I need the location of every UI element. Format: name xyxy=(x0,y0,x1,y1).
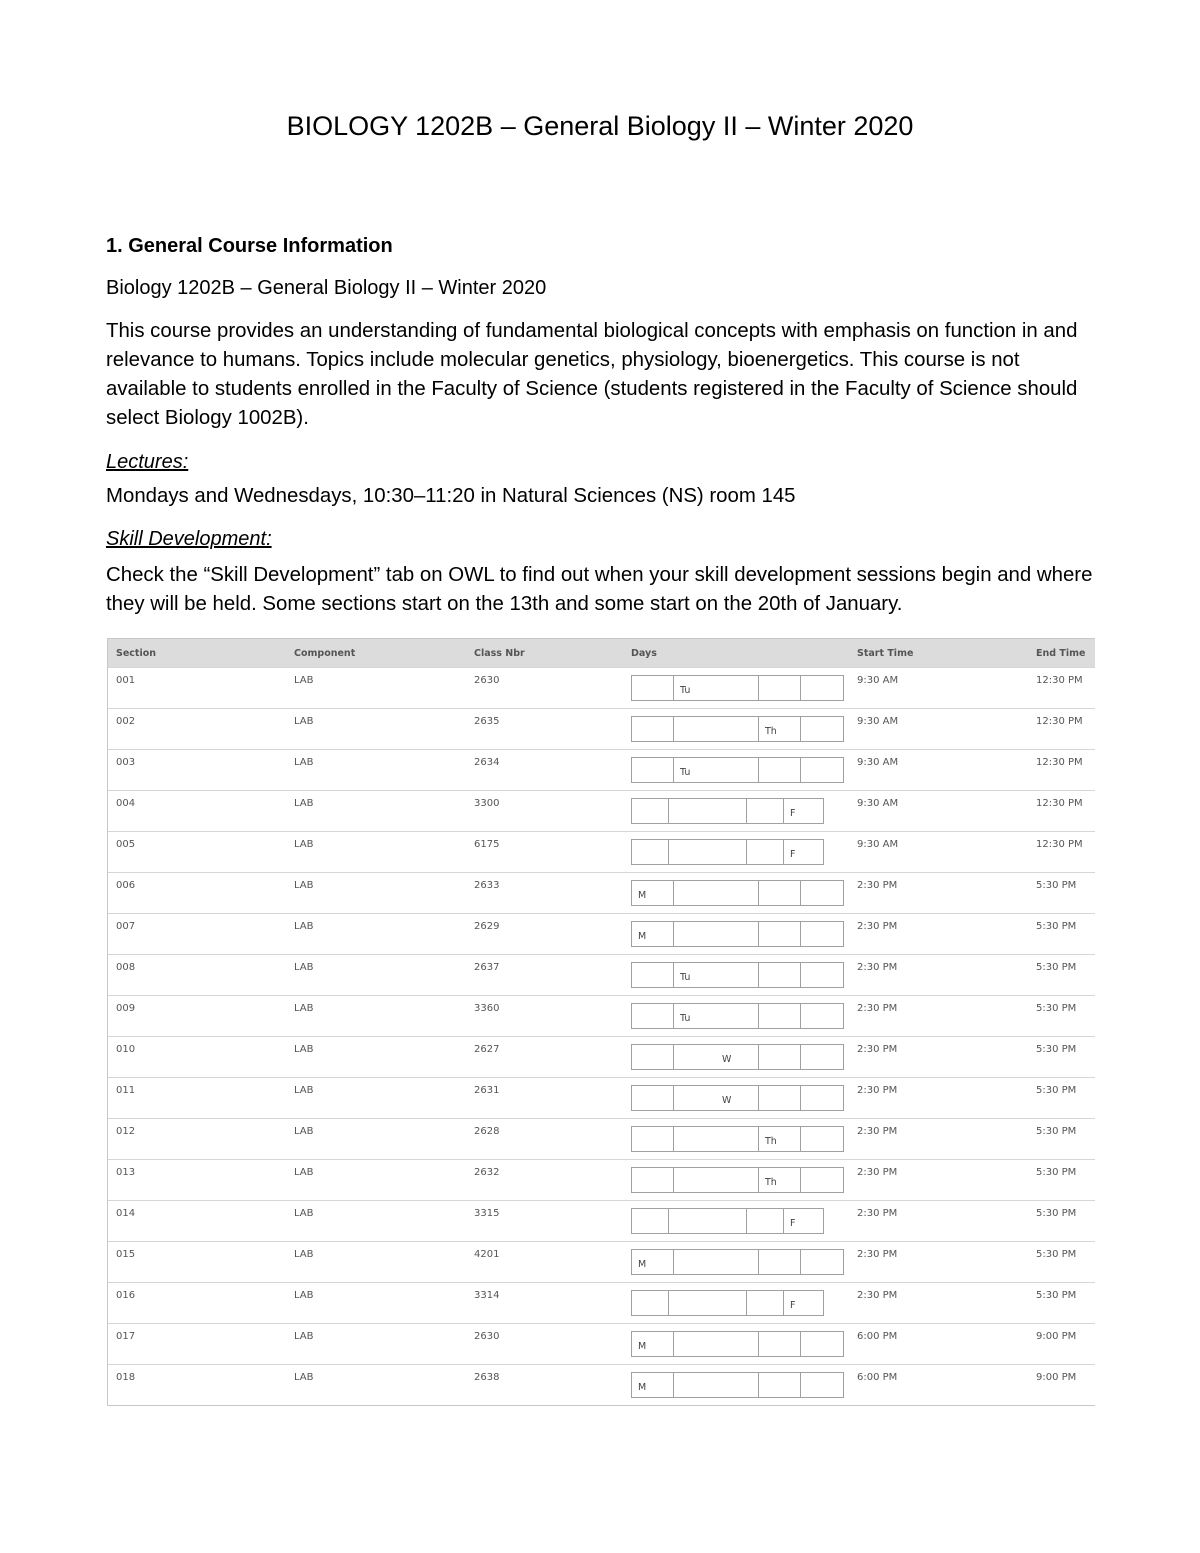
days-indicator xyxy=(631,1208,824,1234)
cell-section: 005 xyxy=(116,839,136,850)
day-label: W xyxy=(722,1095,732,1106)
day-slot xyxy=(759,676,801,700)
cell-end-time: 5:30 PM xyxy=(1036,880,1077,891)
day-slot xyxy=(759,758,801,782)
days-indicator xyxy=(631,716,844,742)
skill-development-label: Skill Development: xyxy=(106,528,272,550)
table-row xyxy=(108,1077,1095,1118)
cell-end-time: 5:30 PM xyxy=(1036,962,1077,973)
cell-end-time: 5:30 PM xyxy=(1036,1003,1077,1014)
days-indicator xyxy=(631,1249,844,1275)
table-row xyxy=(108,1364,1095,1405)
day-slot xyxy=(801,1004,843,1028)
cell-class-nbr: 2632 xyxy=(474,1167,500,1178)
days-indicator xyxy=(631,1126,844,1152)
table-row xyxy=(108,913,1095,954)
day-slot xyxy=(669,1209,747,1233)
day-slot xyxy=(632,840,669,864)
day-label: Th xyxy=(765,1136,777,1147)
cell-section: 001 xyxy=(116,675,136,686)
table-row xyxy=(108,1282,1095,1323)
day-slot xyxy=(674,1086,759,1110)
cell-start-time: 9:30 AM xyxy=(857,757,899,768)
day-slot xyxy=(632,676,674,700)
day-slot xyxy=(674,717,759,741)
cell-component: LAB xyxy=(294,1331,314,1342)
day-label: M xyxy=(638,1341,647,1352)
cell-end-time: 5:30 PM xyxy=(1036,921,1077,932)
cell-class-nbr: 2637 xyxy=(474,962,500,973)
days-indicator xyxy=(631,1003,844,1029)
cell-section: 012 xyxy=(116,1126,136,1137)
day-slot xyxy=(632,1127,674,1151)
days-indicator xyxy=(631,798,824,824)
cell-end-time: 5:30 PM xyxy=(1036,1044,1077,1055)
day-slot xyxy=(669,840,747,864)
day-slot xyxy=(674,1127,759,1151)
cell-class-nbr: 2630 xyxy=(474,675,500,686)
cell-section: 003 xyxy=(116,757,136,768)
days-indicator xyxy=(631,880,844,906)
cell-component: LAB xyxy=(294,798,314,809)
cell-class-nbr: 2638 xyxy=(474,1372,500,1383)
days-indicator xyxy=(631,1167,844,1193)
day-slot xyxy=(674,922,759,946)
cell-start-time: 2:30 PM xyxy=(857,1003,898,1014)
course-line: Biology 1202B – General Biology II – Winter 2020 xyxy=(106,277,547,299)
day-slot xyxy=(632,1086,674,1110)
cell-start-time: 2:30 PM xyxy=(857,1044,898,1055)
day-slot xyxy=(747,799,784,823)
day-slot xyxy=(632,1373,674,1397)
cell-class-nbr: 2634 xyxy=(474,757,500,768)
day-slot xyxy=(801,1250,843,1274)
day-label: Th xyxy=(765,1177,777,1188)
cell-end-time: 5:30 PM xyxy=(1036,1208,1077,1219)
cell-end-time: 12:30 PM xyxy=(1036,839,1083,850)
cell-class-nbr: 3360 xyxy=(474,1003,500,1014)
cell-end-time: 9:00 PM xyxy=(1036,1331,1077,1342)
table-row xyxy=(108,749,1095,790)
day-slot xyxy=(674,1045,759,1069)
days-indicator xyxy=(631,839,824,865)
cell-start-time: 2:30 PM xyxy=(857,921,898,932)
day-slot xyxy=(632,1332,674,1356)
day-slot xyxy=(747,1209,784,1233)
cell-start-time: 2:30 PM xyxy=(857,1290,898,1301)
day-slot xyxy=(674,1373,759,1397)
day-slot xyxy=(759,1086,801,1110)
cell-start-time: 2:30 PM xyxy=(857,1085,898,1096)
cell-section: 007 xyxy=(116,921,136,932)
day-slot xyxy=(759,1045,801,1069)
day-slot xyxy=(801,676,843,700)
header-days: Days xyxy=(631,648,657,659)
cell-class-nbr: 2631 xyxy=(474,1085,500,1096)
cell-class-nbr: 2633 xyxy=(474,880,500,891)
cell-section: 014 xyxy=(116,1208,136,1219)
day-slot xyxy=(784,1209,823,1233)
header-class-nbr: Class Nbr xyxy=(474,648,525,659)
cell-component: LAB xyxy=(294,675,314,686)
day-slot xyxy=(784,799,823,823)
day-slot xyxy=(747,840,784,864)
cell-section: 009 xyxy=(116,1003,136,1014)
days-indicator xyxy=(631,757,844,783)
day-slot xyxy=(632,1168,674,1192)
day-slot xyxy=(759,922,801,946)
days-indicator xyxy=(631,675,844,701)
cell-component: LAB xyxy=(294,921,314,932)
day-label: Tu xyxy=(680,1013,691,1024)
day-slot xyxy=(784,840,823,864)
document-title: BIOLOGY 1202B – General Biology II – Winter 2020 xyxy=(286,111,914,141)
table-row xyxy=(108,1241,1095,1282)
day-label: Tu xyxy=(680,767,691,778)
day-label: F xyxy=(790,1300,796,1311)
day-label: Th xyxy=(765,726,777,737)
day-slot xyxy=(674,1004,759,1028)
cell-component: LAB xyxy=(294,1126,314,1137)
table-row xyxy=(108,995,1095,1036)
day-slot xyxy=(759,963,801,987)
day-slot xyxy=(801,758,843,782)
cell-class-nbr: 6175 xyxy=(474,839,500,850)
days-indicator xyxy=(631,962,844,988)
cell-component: LAB xyxy=(294,1003,314,1014)
cell-section: 008 xyxy=(116,962,136,973)
cell-end-time: 12:30 PM xyxy=(1036,757,1083,768)
day-slot xyxy=(669,1291,747,1315)
day-slot xyxy=(759,1004,801,1028)
table-row xyxy=(108,872,1095,913)
table-row xyxy=(108,667,1095,708)
table-row xyxy=(108,1036,1095,1077)
day-label: Tu xyxy=(680,685,691,696)
cell-start-time: 9:30 AM xyxy=(857,716,899,727)
days-indicator xyxy=(631,921,844,947)
day-slot xyxy=(784,1291,823,1315)
day-slot xyxy=(632,1291,669,1315)
cell-end-time: 12:30 PM xyxy=(1036,798,1083,809)
cell-section: 013 xyxy=(116,1167,136,1178)
lectures-text: Mondays and Wednesdays, 10:30–11:20 in Natural Sciences (NS) room 145 xyxy=(106,485,796,507)
days-indicator xyxy=(631,1044,844,1070)
cell-component: LAB xyxy=(294,1290,314,1301)
cell-class-nbr: 2635 xyxy=(474,716,500,727)
day-label: M xyxy=(638,1382,647,1393)
day-slot xyxy=(674,963,759,987)
day-label: Tu xyxy=(680,972,691,983)
cell-section: 018 xyxy=(116,1372,136,1383)
header-end-time: End Time xyxy=(1036,648,1086,659)
cell-start-time: 6:00 PM xyxy=(857,1331,898,1342)
lectures-label: Lectures: xyxy=(106,451,189,473)
table-row xyxy=(108,790,1095,831)
cell-component: LAB xyxy=(294,962,314,973)
cell-end-time: 5:30 PM xyxy=(1036,1126,1077,1137)
section-heading: 1. General Course Information xyxy=(106,235,393,257)
days-indicator xyxy=(631,1331,844,1357)
day-label: M xyxy=(638,931,647,942)
day-slot xyxy=(632,881,674,905)
day-label: F xyxy=(790,1218,796,1229)
course-description: This course provides an understanding of fundamental biological concepts with emphasis on function in and relevance to humans. Topics include molecular genetics, physiology, bioenergetics. This course is not available to students enrolled in the Faculty of Science (students registered in the Faculty of Science should select Biology 1002B). xyxy=(106,320,1078,429)
day-slot xyxy=(632,717,674,741)
cell-start-time: 9:30 AM xyxy=(857,675,899,686)
skill-development-text: Check the “Skill Development” tab on OWL to find out when your skill development sessions begin and where they will be held. Some sections start on the 13th and some start on the 20th of January. xyxy=(106,564,1093,615)
cell-section: 011 xyxy=(116,1085,136,1096)
cell-start-time: 2:30 PM xyxy=(857,962,898,973)
day-slot xyxy=(632,1209,669,1233)
day-slot xyxy=(759,1373,801,1397)
cell-class-nbr: 3314 xyxy=(474,1290,500,1301)
days-indicator xyxy=(631,1290,824,1316)
day-label: F xyxy=(790,808,796,819)
day-slot xyxy=(759,1332,801,1356)
cell-class-nbr: 2627 xyxy=(474,1044,500,1055)
cell-end-time: 12:30 PM xyxy=(1036,675,1083,686)
day-slot xyxy=(801,1168,843,1192)
cell-class-nbr: 2630 xyxy=(474,1331,500,1342)
cell-start-time: 2:30 PM xyxy=(857,1208,898,1219)
day-slot xyxy=(632,963,674,987)
cell-section: 004 xyxy=(116,798,136,809)
cell-end-time: 5:30 PM xyxy=(1036,1249,1077,1260)
day-label: W xyxy=(722,1054,732,1065)
day-slot xyxy=(759,881,801,905)
table-row xyxy=(108,1323,1095,1364)
cell-class-nbr: 3315 xyxy=(474,1208,500,1219)
day-slot xyxy=(632,1004,674,1028)
day-slot xyxy=(801,881,843,905)
lab-schedule-table xyxy=(107,638,1095,1406)
day-slot xyxy=(801,1332,843,1356)
cell-component: LAB xyxy=(294,716,314,727)
cell-component: LAB xyxy=(294,1167,314,1178)
day-slot xyxy=(674,1168,759,1192)
cell-component: LAB xyxy=(294,1372,314,1383)
day-label: M xyxy=(638,890,647,901)
table-row xyxy=(108,1159,1095,1200)
cell-end-time: 5:30 PM xyxy=(1036,1290,1077,1301)
table-row xyxy=(108,1118,1095,1159)
header-component: Component xyxy=(294,648,356,659)
cell-component: LAB xyxy=(294,839,314,850)
day-slot xyxy=(632,1045,674,1069)
table-row xyxy=(108,954,1095,995)
table-header xyxy=(108,639,1095,667)
day-slot xyxy=(801,1045,843,1069)
cell-component: LAB xyxy=(294,1044,314,1055)
day-slot xyxy=(632,922,674,946)
header-section: Section xyxy=(116,648,157,659)
cell-component: LAB xyxy=(294,757,314,768)
cell-start-time: 2:30 PM xyxy=(857,880,898,891)
day-slot xyxy=(759,1127,801,1151)
cell-start-time: 9:30 AM xyxy=(857,839,899,850)
day-slot xyxy=(632,1250,674,1274)
cell-class-nbr: 2628 xyxy=(474,1126,500,1137)
day-slot xyxy=(759,1250,801,1274)
table-row xyxy=(108,708,1095,749)
cell-section: 010 xyxy=(116,1044,136,1055)
cell-section: 017 xyxy=(116,1331,136,1342)
day-label: F xyxy=(790,849,796,860)
cell-component: LAB xyxy=(294,1208,314,1219)
days-indicator xyxy=(631,1085,844,1111)
day-slot xyxy=(801,1127,843,1151)
day-slot xyxy=(669,799,747,823)
day-slot xyxy=(801,922,843,946)
cell-component: LAB xyxy=(294,1085,314,1096)
day-slot xyxy=(674,881,759,905)
cell-section: 006 xyxy=(116,880,136,891)
cell-section: 002 xyxy=(116,716,136,727)
day-slot xyxy=(801,1373,843,1397)
cell-section: 015 xyxy=(116,1249,136,1260)
day-slot xyxy=(674,1332,759,1356)
day-label: M xyxy=(638,1259,647,1270)
day-slot xyxy=(674,758,759,782)
day-slot xyxy=(747,1291,784,1315)
day-slot xyxy=(759,717,801,741)
cell-end-time: 5:30 PM xyxy=(1036,1085,1077,1096)
day-slot xyxy=(674,676,759,700)
table-row xyxy=(108,831,1095,872)
day-slot xyxy=(801,717,843,741)
header-start-time: Start Time xyxy=(857,648,914,659)
cell-end-time: 12:30 PM xyxy=(1036,716,1083,727)
cell-start-time: 2:30 PM xyxy=(857,1126,898,1137)
days-indicator xyxy=(631,1372,844,1398)
table-row xyxy=(108,1200,1095,1241)
cell-end-time: 9:00 PM xyxy=(1036,1372,1077,1383)
cell-component: LAB xyxy=(294,880,314,891)
day-slot xyxy=(801,963,843,987)
cell-class-nbr: 3300 xyxy=(474,798,500,809)
day-slot xyxy=(674,1250,759,1274)
day-slot xyxy=(759,1168,801,1192)
cell-start-time: 2:30 PM xyxy=(857,1249,898,1260)
cell-component: LAB xyxy=(294,1249,314,1260)
day-slot xyxy=(801,1086,843,1110)
day-slot xyxy=(632,799,669,823)
cell-section: 016 xyxy=(116,1290,136,1301)
cell-end-time: 5:30 PM xyxy=(1036,1167,1077,1178)
day-slot xyxy=(632,758,674,782)
cell-class-nbr: 4201 xyxy=(474,1249,500,1260)
cell-class-nbr: 2629 xyxy=(474,921,500,932)
cell-start-time: 6:00 PM xyxy=(857,1372,898,1383)
cell-start-time: 2:30 PM xyxy=(857,1167,898,1178)
cell-start-time: 9:30 AM xyxy=(857,798,899,809)
